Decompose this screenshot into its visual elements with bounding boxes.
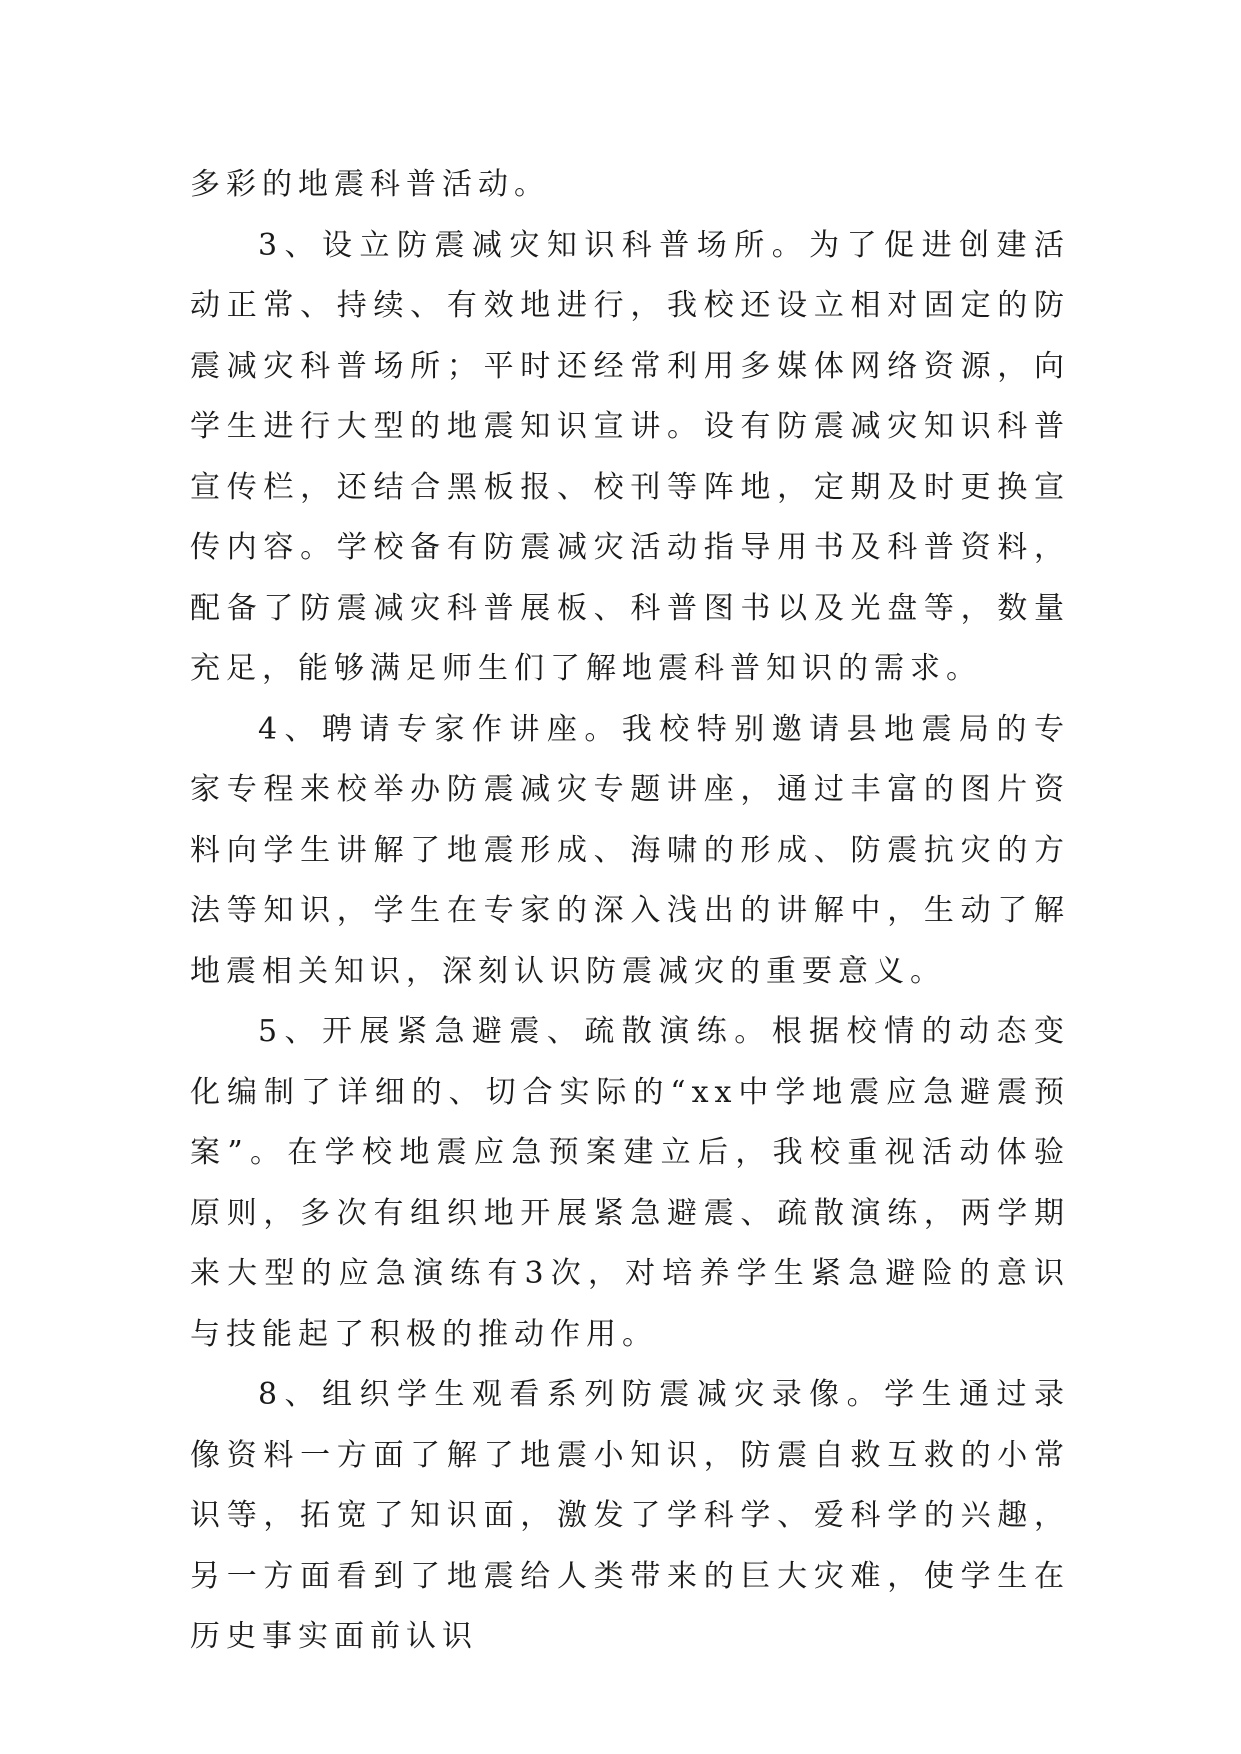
document-body <box>190 155 1070 1668</box>
paragraph-item-5: 5、开展紧急避震、疏散演练。根据校情的动态变化编制了详细的、切合实际的“xx中学地震应急避震预案”。在学校地震应急预案建立后，我校重视活动体验原则，多次有组织地开展紧急避震、疏散演练，两学期来大型的应急演练有3次，对培养学生紧急避险的意识与技能起了积极的推动作用。 <box>190 1014 1070 1352</box>
paragraph-item-3: 3、设立防震减灾知识科普场所。为了促进创建活动正常、持续、有效地进行，我校还设立相对固定的防震减灾科普场所；平时还经常利用多媒体网络资源，向学生进行大型的地震知识宣讲。设有防震减灾知识科普宣传栏，还结合黑板报、校刊等阵地，定期及时更换宣传内容。学校备有防震减灾活动指导用书及科普资料，配备了防震减灾科普展板、科普图书以及光盘等，数量充足，能够满足师生们了解地震科普知识的需求。 <box>190 227 1070 686</box>
paragraph-item-8: 8、组织学生观看系列防震减灾录像。学生通过录像资料一方面了解了地震小知识，防震自救互救的小常识等，拓宽了知识面，激发了学科学、爱科学的兴趣，另一方面看到了地震给人类带来的巨大灾难，使学生在历史事实面前认识 <box>190 1377 1070 1654</box>
paragraph-continuation: 多彩的地震科普活动。 <box>190 167 550 202</box>
paragraph-item-4: 4、聘请专家作讲座。我校特别邀请县地震局的专家专程来校举办防震减灾专题讲座，通过丰富的图片资料向学生讲解了地震形成、海啸的形成、防震抗灾的方法等知识，学生在专家的深入浅出的讲解中，生动了解地震相关知识，深刻认识防震减灾的重要意义。 <box>190 711 1070 989</box>
